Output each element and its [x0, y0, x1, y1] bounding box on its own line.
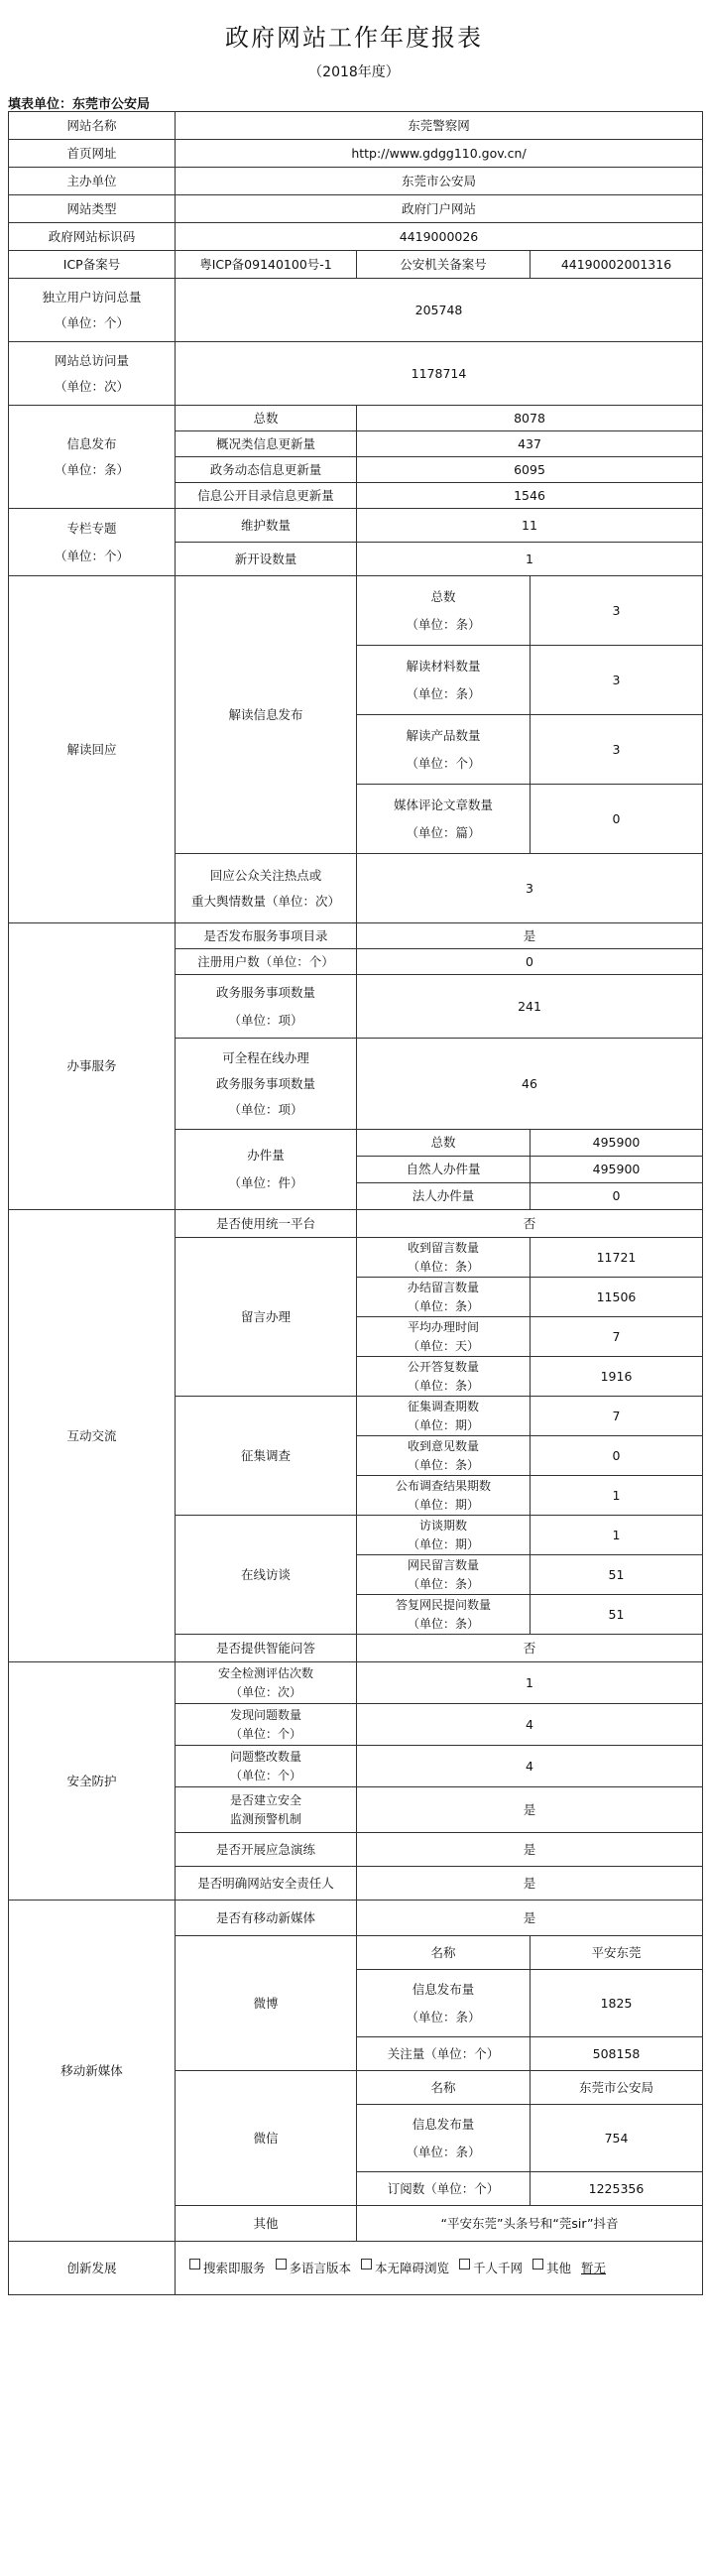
label: 公安机关备案号 [357, 251, 531, 279]
row-home-url [9, 140, 703, 168]
subsection-volume [176, 1130, 357, 1210]
option-label: 搜索即服务 [203, 2260, 266, 2275]
label: 关注量（单位：个） [357, 2037, 531, 2071]
row-code [9, 223, 703, 251]
label [357, 1476, 531, 1516]
row-media-has [9, 1901, 703, 1936]
label: 法人办件量 [357, 1183, 531, 1210]
label [9, 279, 176, 342]
label: 政府网站标识码 [9, 223, 176, 251]
label: 概况类信息更新量 [176, 431, 357, 457]
label [357, 1238, 531, 1278]
label: 是否开展应急演练 [176, 1833, 357, 1867]
row-type [9, 195, 703, 223]
label-line: 回应公众关注热点或 [209, 867, 322, 883]
value: 否 [357, 1635, 703, 1662]
row-pv [9, 342, 703, 406]
section-info [9, 406, 176, 509]
row-topic-maintain [9, 509, 703, 543]
label: 是否有移动新媒体 [176, 1901, 357, 1936]
value: 0 [357, 949, 703, 975]
label-line: 监测预警机制 [229, 1811, 301, 1826]
value: “平安东莞”头条号和“莞sir”抖音 [357, 2206, 703, 2242]
value: 6095 [357, 457, 703, 483]
value: 东莞市公安局 [531, 2071, 703, 2105]
value: 1225356 [531, 2172, 703, 2206]
value: 4 [357, 1704, 703, 1746]
report-year: （2018年度） [308, 64, 400, 80]
label: ICP备案号 [9, 251, 176, 279]
option-label: 千人千网 [473, 2260, 524, 2275]
value: 508158 [531, 2037, 703, 2071]
value: 3 [531, 646, 703, 715]
value: 205748 [176, 279, 703, 342]
label: 政务动态信息更新量 [176, 457, 357, 483]
value: 7 [531, 1317, 703, 1357]
label-line: 收到意见数量 [407, 1438, 479, 1453]
value: 1916 [531, 1357, 703, 1397]
label-line: 解读材料数量 [406, 658, 481, 674]
value: 是 [357, 1901, 703, 1936]
label [357, 1970, 531, 2037]
label: 是否明确网站安全责任人 [176, 1867, 357, 1901]
label-line: 政务服务事项数量 [215, 984, 315, 1000]
label-line: 访谈期数 [418, 1518, 467, 1533]
row-svc-catalog [9, 923, 703, 949]
value: 1 [357, 1662, 703, 1704]
value: 7 [531, 1397, 703, 1436]
label [357, 1516, 531, 1555]
label [357, 1317, 531, 1357]
value: 是 [357, 923, 703, 949]
value: 是 [357, 1833, 703, 1867]
label-line: 政务服务事项数量 [215, 1075, 315, 1091]
section-innovation: 创新发展 [9, 2242, 176, 2295]
label [357, 1357, 531, 1397]
label-line: 信息发布 [66, 435, 117, 451]
value: 51 [531, 1595, 703, 1635]
value: 11721 [531, 1238, 703, 1278]
label [357, 2105, 531, 2172]
subsection-survey: 征集调查 [176, 1397, 357, 1516]
label-line: （单位：次） [54, 378, 129, 394]
value: 241 [357, 975, 703, 1039]
label-line: 解读产品数量 [406, 727, 481, 743]
value: 46 [357, 1039, 703, 1130]
label: 信息公开目录信息更新量 [176, 483, 357, 509]
label: 名称 [357, 2071, 531, 2105]
report-table [8, 111, 703, 2295]
label [357, 576, 531, 646]
value: 3 [357, 854, 703, 923]
label: 是否提供智能问答 [176, 1635, 357, 1662]
value: 3 [531, 715, 703, 785]
label: 是否发布服务事项目录 [176, 923, 357, 949]
subsection-wechat: 微信 [176, 2071, 357, 2206]
checkbox-personalized[interactable] [459, 2259, 470, 2269]
label-line: （单位：条） [406, 2009, 481, 2024]
value: 495900 [531, 1130, 703, 1157]
value: 否 [357, 1210, 703, 1238]
value: 0 [531, 785, 703, 854]
value: 1546 [357, 483, 703, 509]
value: 437 [357, 431, 703, 457]
label-line: （单位：件） [228, 1175, 303, 1190]
label: 网站类型 [9, 195, 176, 223]
label [176, 1704, 357, 1746]
label-line: 专栏专题 [66, 520, 117, 536]
label-line: （单位：期） [407, 1536, 479, 1551]
label-line: 征集调查期数 [407, 1399, 479, 1413]
label [176, 1662, 357, 1704]
value: 1 [531, 1516, 703, 1555]
value: http://www.gdgg110.gov.cn/ [176, 140, 703, 168]
checkbox-multilingual[interactable] [276, 2259, 287, 2269]
label-line: 发现问题数量 [229, 1707, 301, 1722]
label-line: （单位：条） [406, 616, 481, 632]
value: 44190002001316 [531, 251, 703, 279]
label-line: （单位：条） [54, 461, 129, 477]
value: 1 [357, 543, 703, 576]
label: 总数 [357, 1130, 531, 1157]
label-line: 可全程在线办理 [222, 1049, 309, 1065]
label-line: 办件量 [247, 1148, 285, 1163]
label-line: 平均办理时间 [407, 1319, 479, 1334]
label-line: （单位：条） [407, 1457, 479, 1472]
label-line: （单位：个） [229, 1768, 301, 1782]
value: 东莞市公安局 [176, 168, 703, 195]
label-line: 信息发布量 [412, 1981, 475, 1997]
label [357, 1555, 531, 1595]
label: 注册用户数（单位：个） [176, 949, 357, 975]
value: 8078 [357, 406, 703, 431]
label-line: 媒体评论文章数量 [393, 797, 493, 812]
row-info-total [9, 406, 703, 431]
value: 粤ICP备09140100号-1 [176, 251, 357, 279]
checkbox-search-service[interactable] [189, 2259, 200, 2269]
section-topic [9, 509, 176, 576]
label: 订阅数（单位：个） [357, 2172, 531, 2206]
label-line: （单位：次） [229, 1684, 301, 1699]
subsection-weibo: 微博 [176, 1936, 357, 2071]
report-title: 政府网站工作年度报表 [225, 24, 483, 52]
label-line: （单位：条） [407, 1259, 479, 1274]
other-value: 暂无 [581, 2260, 607, 2275]
label-line: 独立用户访问总量 [42, 289, 142, 305]
option-label: 其他 [546, 2260, 572, 2275]
label: 是否使用统一平台 [176, 1210, 357, 1238]
label-line: （单位：个） [229, 1726, 301, 1741]
label-line: （单位：条） [407, 1576, 479, 1591]
row-innovation [9, 2242, 703, 2295]
label: 网站名称 [9, 112, 176, 140]
label-line: 是否建立安全 [229, 1792, 301, 1807]
option-label: 本无障碍浏览 [375, 2260, 450, 2275]
value: 4 [357, 1746, 703, 1787]
label [357, 1595, 531, 1635]
value: 0 [531, 1183, 703, 1210]
value: 是 [357, 1787, 703, 1833]
label-line: 网民留言数量 [407, 1557, 479, 1572]
label-line: （单位：天） [407, 1338, 479, 1353]
label: 其他 [176, 2206, 357, 2242]
label [357, 1278, 531, 1317]
label: 主办单位 [9, 168, 176, 195]
value: 1 [531, 1476, 703, 1516]
section-interpret: 解读回应 [9, 576, 176, 923]
label-line: （单位：个） [54, 548, 129, 563]
row-interp-total [9, 576, 703, 646]
label: 维护数量 [176, 509, 357, 543]
label [357, 646, 531, 715]
value: 政府门户网站 [176, 195, 703, 223]
label: 自然人办件量 [357, 1157, 531, 1183]
label [176, 975, 357, 1039]
value: 4419000026 [176, 223, 703, 251]
label-line: 总数 [430, 588, 456, 604]
label-line: 公布调查结果期数 [395, 1478, 491, 1493]
label [176, 1787, 357, 1833]
innovation-options [176, 2242, 703, 2295]
value: 11506 [531, 1278, 703, 1317]
row-int-unified [9, 1210, 703, 1238]
label-line: （单位：期） [407, 1497, 479, 1512]
label: 总数 [176, 406, 357, 431]
section-service: 办事服务 [9, 923, 176, 1210]
label [176, 854, 357, 923]
row-sec-checks [9, 1662, 703, 1704]
label-line: （单位：条） [407, 1378, 479, 1393]
label [357, 785, 531, 854]
section-media: 移动新媒体 [9, 1901, 176, 2242]
row-site-name [9, 112, 703, 140]
filler-unit: 填表单位：东莞市公安局 [8, 97, 151, 112]
label: 名称 [357, 1936, 531, 1970]
label-line: （单位：条） [406, 2144, 481, 2159]
value: 1178714 [176, 342, 703, 406]
label-line: 办结留言数量 [407, 1280, 479, 1294]
subsection-message: 留言办理 [176, 1238, 357, 1397]
label-line: 安全检测评估次数 [217, 1665, 313, 1680]
label [176, 1746, 357, 1787]
label: 首页网址 [9, 140, 176, 168]
label-line: 收到留言数量 [407, 1240, 479, 1255]
label-line: （单位：项） [228, 1012, 303, 1028]
value: 754 [531, 2105, 703, 2172]
subsection-interview: 在线访谈 [176, 1516, 357, 1635]
label-line: （单位：项） [228, 1101, 303, 1117]
value: 是 [357, 1867, 703, 1901]
label [357, 1436, 531, 1476]
value: 东莞警察网 [176, 112, 703, 140]
label-line: （单位：篇） [406, 824, 481, 840]
label-line: （单位：个） [54, 314, 129, 330]
value: 3 [531, 576, 703, 646]
value: 11 [357, 509, 703, 543]
label-line: （单位：个） [406, 755, 481, 771]
value: 平安东莞 [531, 1936, 703, 1970]
label-line: 答复网民提问数量 [395, 1597, 491, 1612]
label-line: 信息发布量 [412, 2116, 475, 2132]
checkbox-other[interactable] [532, 2259, 543, 2269]
label-line: 问题整改数量 [229, 1749, 301, 1764]
label-line: 网站总访问量 [54, 352, 129, 368]
section-interact: 互动交流 [9, 1210, 176, 1662]
label-line: （单位：条） [407, 1616, 479, 1631]
label [9, 342, 176, 406]
section-security: 安全防护 [9, 1662, 176, 1901]
label-line: （单位：条） [406, 685, 481, 701]
label [357, 715, 531, 785]
label [176, 1039, 357, 1130]
label-line: （单位：期） [407, 1417, 479, 1432]
row-host [9, 168, 703, 195]
checkbox-accessible[interactable] [361, 2259, 372, 2269]
value: 495900 [531, 1157, 703, 1183]
row-uv [9, 279, 703, 342]
value: 0 [531, 1436, 703, 1476]
value: 51 [531, 1555, 703, 1595]
label [357, 1397, 531, 1436]
label-line: 重大舆情数量（单位：次） [190, 893, 340, 909]
value: 1825 [531, 1970, 703, 2037]
label: 新开设数量 [176, 543, 357, 576]
label-line: （单位：条） [407, 1298, 479, 1313]
option-label: 多语言版本 [289, 2260, 352, 2275]
row-icp [9, 251, 703, 279]
subsection-publish: 解读信息发布 [176, 576, 357, 854]
label-line: 公开答复数量 [407, 1359, 479, 1374]
